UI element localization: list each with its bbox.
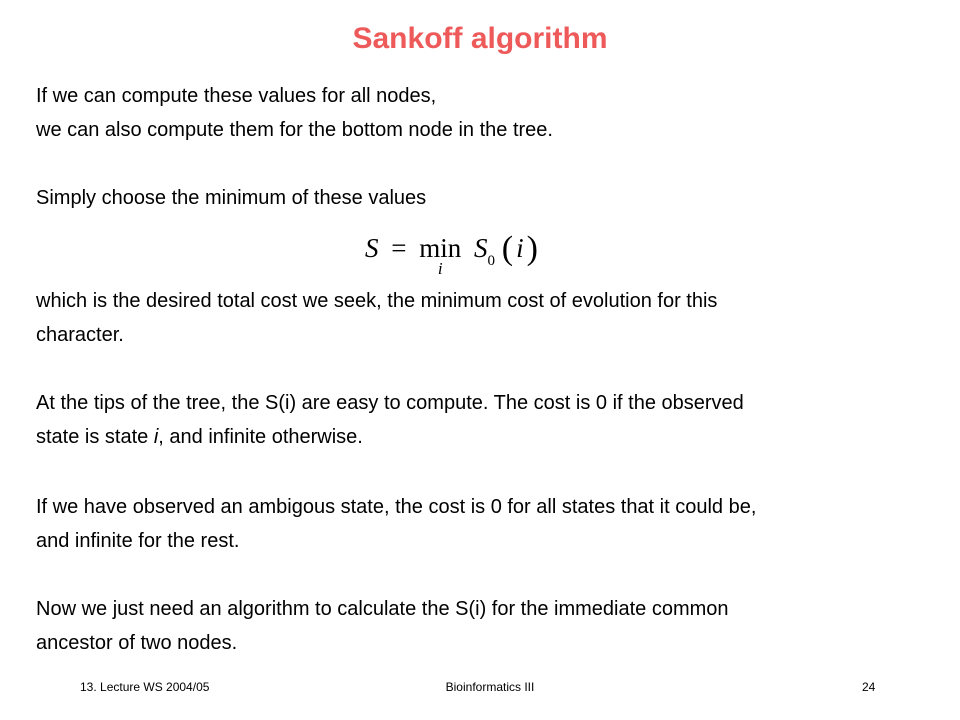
paragraph-compute-values <box>36 79 926 147</box>
footer-lecture: 13. Lecture WS 2004/05 <box>80 680 210 694</box>
paragraph-choose-minimum <box>36 181 926 215</box>
formula-min-operator <box>419 233 462 278</box>
paragraph-tips-of-tree <box>36 386 926 454</box>
paragraph-line: ancestor of two nodes. <box>36 632 238 654</box>
footer-page-number: 24 <box>862 680 876 694</box>
footer-course: Bioinformatics III <box>445 680 535 694</box>
formula-close-paren: ) <box>526 230 538 267</box>
paragraph-line: we can also compute them for the bottom node in the tree. <box>36 119 553 141</box>
paragraph-line-suffix: , and infinite otherwise. <box>158 426 363 448</box>
formula-function: S <box>474 233 488 263</box>
paragraph-line: If we have observed an ambigous state, the cost is 0 for all states that it could be, <box>36 496 757 518</box>
paragraph-line: and infinite for the rest. <box>36 530 240 552</box>
paragraph-desired-cost <box>36 284 926 352</box>
formula-function-subscript: 0 <box>487 253 495 269</box>
paragraph-line: Simply choose the minimum of these values <box>36 187 427 209</box>
formula-equals: = <box>391 233 407 263</box>
paragraph-ambiguous-state <box>36 490 926 558</box>
formula-argument: i <box>516 233 524 263</box>
paragraph-line: which is the desired total cost we seek, the minimum cost of evolution for this <box>36 290 718 312</box>
paragraph-next-step <box>36 592 926 660</box>
sankoff-formula <box>365 228 538 278</box>
formula-min-label: min <box>419 233 462 263</box>
paragraph-line: Now we just need an algorithm to calculate the S(i) for the immediate common <box>36 598 729 620</box>
paragraph-line: character. <box>36 324 124 346</box>
paragraph-italic-i: i <box>153 426 159 448</box>
paragraph-line: At the tips of the tree, the S(i) are easy to compute. The cost is 0 if the observed <box>36 392 744 414</box>
formula-open-paren: ( <box>501 230 514 267</box>
paragraph-line: If we can compute these values for all nodes, <box>36 85 437 107</box>
formula-lhs: S <box>365 233 379 263</box>
paragraph-line-prefix: state is state <box>36 426 154 448</box>
formula-min-subscript: i <box>437 259 443 278</box>
slide-title: Sankoff algorithm <box>352 22 608 55</box>
